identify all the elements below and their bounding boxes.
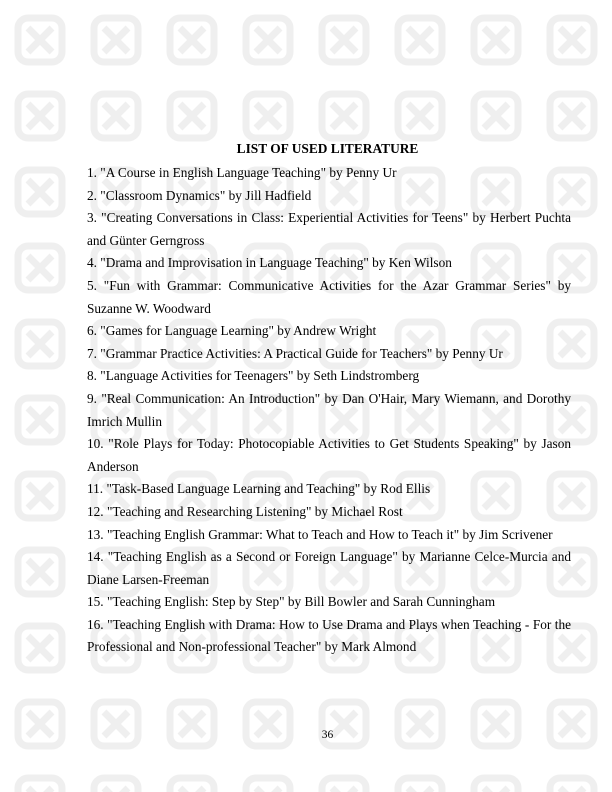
watermark-tile: [170, 778, 214, 792]
watermark-x: [408, 788, 432, 792]
reference-item: 5. "Fun with Grammar: Communicative Activities for the Azar Grammar Series" by Suzanne W. Woodward: [87, 277, 571, 316]
watermark-x: [180, 28, 204, 52]
watermark-x: [28, 28, 52, 52]
watermark-tile: [246, 18, 290, 62]
watermark-tile: [18, 398, 62, 442]
watermark-tile: [322, 94, 366, 138]
reference-item: 8. "Language Activities for Teenagers" by Seth Lindstromberg: [87, 368, 420, 384]
reference-item: 14. "Teaching English as a Second or Foreign Language" by Marianne Celce-Murcia and Diane Larsen-Freeman: [87, 549, 571, 587]
watermark-tile: [322, 18, 366, 62]
watermark-x: [484, 104, 508, 128]
watermark-tile: [18, 94, 62, 138]
watermark-tile: [170, 18, 214, 62]
watermark-tile: [474, 778, 518, 792]
watermark-tile: [246, 778, 290, 792]
watermark-tile: [474, 94, 518, 138]
watermark-x: [408, 104, 432, 128]
watermark-tile: [18, 170, 62, 214]
watermark-tile: [94, 778, 138, 792]
watermark-x: [484, 788, 508, 792]
page-title: LIST OF USED LITERATURE: [236, 141, 419, 156]
watermark-x: [28, 180, 52, 204]
watermark-x: [484, 28, 508, 52]
reference-item: 3. "Creating Conversations in Class: Experiential Activities for Teens" by Herbert Puchta and Günter Gerngross: [87, 210, 571, 248]
watermark-tile: [18, 550, 62, 594]
reference-item: 1. "A Course in English Language Teaching" by Penny Ur: [87, 165, 397, 180]
watermark-tile: [550, 94, 594, 138]
reference-item: 11. "Task-Based Language Learning and Teaching" by Rod Ellis: [87, 481, 431, 497]
watermark-tile: [550, 18, 594, 62]
reference-item: 6. "Games for Language Learning" by Andrew Wright: [87, 323, 377, 339]
watermark-x: [28, 484, 52, 508]
reference-item: 2. "Classroom Dynamics" by Jill Hadfield: [87, 187, 312, 203]
watermark-x: [180, 104, 204, 128]
watermark-x: [332, 788, 356, 792]
watermark-x: [256, 788, 280, 792]
watermark-x: [560, 788, 584, 792]
watermark-x: [28, 560, 52, 584]
watermark-x: [28, 104, 52, 128]
reference-item: 12. "Teaching and Researching Listening" by Michael Rost: [87, 503, 403, 519]
watermark-x: [256, 28, 280, 52]
watermark-x: [28, 636, 52, 660]
reference-item: 15. "Teaching English: Step by Step" by Bill Bowler and Sarah Cunningham: [87, 594, 496, 610]
watermark-x: [408, 28, 432, 52]
watermark-x: [28, 408, 52, 432]
watermark-x: [332, 28, 356, 52]
watermark-x: [560, 104, 584, 128]
reference-list: [87, 162, 571, 659]
reference-item: 10. "Role Plays for Today: Photocopiable Activities to Get Students Speaking" by Jason Anderson: [87, 436, 571, 474]
watermark-x: [104, 104, 128, 128]
watermark-tile: [18, 322, 62, 366]
watermark-tile: [322, 778, 366, 792]
watermark-x: [332, 104, 356, 128]
watermark-tile: [94, 18, 138, 62]
watermark-tile: [398, 18, 442, 62]
watermark-x: [180, 788, 204, 792]
watermark-x: [28, 788, 52, 792]
watermark-x: [256, 104, 280, 128]
watermark-tile: [170, 94, 214, 138]
watermark-tile: [18, 18, 62, 62]
reference-item: 16. "Teaching English with Drama: How to Use Drama and Plays when Teaching - For the Professional and Non-professional Teacher" by Mark Almond: [87, 616, 571, 655]
watermark-tile: [398, 778, 442, 792]
watermark-tile: [18, 626, 62, 670]
watermark-x: [104, 28, 128, 52]
reference-item: 4. "Drama and Improvisation in Language Teaching" by Ken Wilson: [87, 255, 452, 271]
reference-item: 13. "Teaching English Grammar: What to Teach and How to Teach it" by Jim Scrivener: [87, 526, 553, 542]
watermark-x: [104, 788, 128, 792]
watermark-x: [28, 256, 52, 280]
watermark-tile: [18, 246, 62, 290]
reference-item: 7. "Grammar Practice Activities: A Practical Guide for Teachers" by Penny Ur: [87, 345, 503, 361]
watermark-tile: [18, 778, 62, 792]
watermark-tile: [18, 474, 62, 518]
watermark-x: [560, 28, 584, 52]
watermark-x: [28, 332, 52, 356]
watermark-tile: [474, 18, 518, 62]
watermark-tile: [94, 94, 138, 138]
watermark-tile: [246, 94, 290, 138]
watermark-tile: [398, 94, 442, 138]
reference-item: 9. "Real Communication: An Introduction" by Dan O'Hair, Mary Wiemann, and Dorothy Imrich Mullin: [87, 390, 571, 429]
watermark-tile: [550, 778, 594, 792]
page-number: 36: [321, 729, 334, 741]
